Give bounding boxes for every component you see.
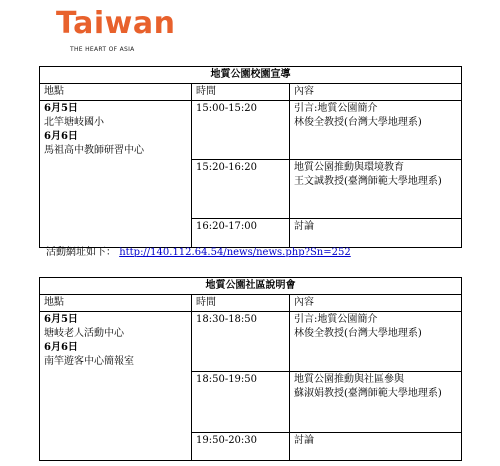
content-line: 討論 bbox=[294, 221, 314, 232]
content-line: 引言:地質公園簡介 bbox=[294, 103, 378, 114]
header-location: 地點 bbox=[40, 84, 192, 101]
header-content: 內容 bbox=[290, 84, 462, 101]
community-table-title: 地質公園社區說明會 bbox=[40, 278, 462, 295]
community-schedule-table bbox=[39, 277, 462, 461]
content-line: 引言:地質公園簡介 bbox=[294, 314, 378, 325]
content-line: 林俊全教授(台灣大學地理系) bbox=[294, 117, 422, 128]
campus-schedule-table bbox=[39, 66, 462, 248]
location-date: 6月5日 bbox=[44, 314, 78, 325]
campus-location-cell bbox=[40, 101, 192, 248]
header-time: 時間 bbox=[192, 84, 290, 101]
location-place: 馬祖高中教師研習中心 bbox=[44, 145, 144, 156]
taiwan-logo bbox=[56, 8, 175, 53]
content-line: 林俊全教授(台灣大學地理系) bbox=[294, 328, 422, 339]
location-date: 6月5日 bbox=[44, 103, 78, 114]
content-cell bbox=[290, 160, 462, 219]
event-url-note bbox=[46, 246, 351, 260]
content-cell bbox=[290, 372, 462, 433]
content-line: 蘇淑娟教授(臺灣師範大學地理系) bbox=[294, 388, 442, 399]
location-place: 北竿塘岐國小 bbox=[44, 117, 104, 128]
location-date: 6月6日 bbox=[44, 342, 78, 353]
content-line: 王文誠教授(臺灣師範大學地理系) bbox=[294, 176, 442, 187]
header-location: 地點 bbox=[40, 295, 192, 312]
content-cell bbox=[290, 312, 462, 372]
time-cell: 19:50-20:30 bbox=[192, 433, 290, 461]
time-cell: 16:20-17:00 bbox=[192, 219, 290, 248]
location-place: 南竿遊客中心簡報室 bbox=[44, 356, 134, 367]
event-url-link[interactable]: http://140.112.64.54/news/news.php?Sn=252 bbox=[119, 247, 351, 258]
content-cell bbox=[290, 433, 462, 461]
header-time: 時間 bbox=[192, 295, 290, 312]
header-content: 內容 bbox=[290, 295, 462, 312]
logo-wordmark: Taiwan bbox=[56, 6, 176, 41]
content-line: 地質公園推動與環境教育 bbox=[294, 162, 404, 173]
time-cell: 15:20-16:20 bbox=[192, 160, 290, 219]
time-cell: 15:00-15:20 bbox=[192, 101, 290, 160]
time-cell: 18:50-19:50 bbox=[192, 372, 290, 433]
content-cell bbox=[290, 101, 462, 160]
logo-tagline: THE HEART OF ASIA bbox=[70, 46, 135, 53]
location-place: 塘岐老人活動中心 bbox=[44, 328, 124, 339]
time-cell: 18:30-18:50 bbox=[192, 312, 290, 372]
content-line: 地質公園推動與社區參與 bbox=[294, 374, 404, 385]
event-url-label: 活動網址如下： bbox=[46, 247, 116, 258]
campus-table-title: 地質公園校園宣導 bbox=[40, 67, 462, 84]
location-date: 6月6日 bbox=[44, 131, 78, 142]
community-location-cell bbox=[40, 312, 192, 461]
content-cell bbox=[290, 219, 462, 248]
content-line: 討論 bbox=[294, 435, 314, 446]
